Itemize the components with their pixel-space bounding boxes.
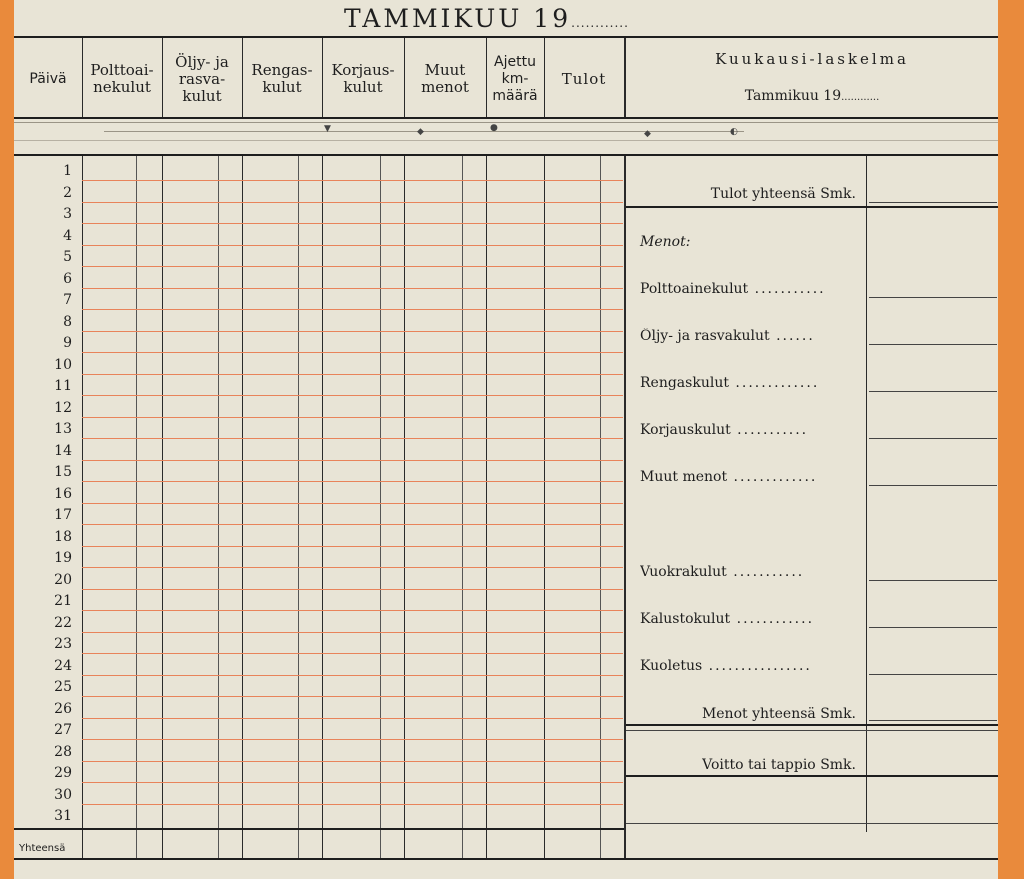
day-number: 25: [54, 679, 72, 695]
column-subdivider: [298, 156, 299, 858]
day-ruling: [82, 352, 623, 353]
day-number: 11: [54, 378, 72, 394]
day-number: 17: [54, 507, 72, 523]
expense-amount-line: [869, 438, 997, 439]
staple-hole-icon: ●: [490, 123, 498, 133]
day-ruling: [82, 782, 623, 783]
column-divider: [82, 156, 83, 858]
column-header-tyre: Rengas- kulut: [251, 61, 313, 96]
day-number: 15: [54, 464, 72, 480]
day-ruling: [82, 567, 623, 568]
income-total-rule: [626, 206, 998, 208]
income-total-label: Tulot yhteensä Smk.: [710, 186, 856, 202]
day-ruling: [82, 245, 623, 246]
income-amount-line: [869, 202, 997, 203]
day-ruling: [82, 202, 623, 203]
expenses-amount-line: [869, 720, 997, 721]
day-number: 20: [54, 571, 72, 588]
header-divider: [486, 38, 487, 117]
day-number: 31: [54, 808, 72, 824]
day-ruling: [82, 524, 623, 525]
column-divider: [404, 156, 405, 858]
expense-amount-line: [869, 627, 997, 628]
profit-loss-rule: [626, 775, 998, 777]
day-ruling: [82, 761, 623, 762]
summary-title: Kuukausi-laskelma: [715, 50, 909, 68]
day-ruling: [82, 546, 623, 547]
day-ruling: [82, 331, 623, 332]
day-number: 4: [63, 227, 72, 244]
column-subdivider: [462, 156, 463, 858]
totals-top-rule: [14, 828, 624, 830]
day-ruling: [82, 632, 623, 633]
expense-item-label: Öljy- ja rasvakulut ......: [640, 328, 815, 344]
day-number: 28: [54, 743, 72, 760]
day-ruling: [82, 288, 623, 289]
day-ruling: [82, 718, 623, 719]
staple-hole-icon: ◆: [644, 129, 651, 139]
day-ruling: [82, 503, 623, 504]
day-ruling: [82, 309, 623, 310]
day-number: 13: [54, 421, 72, 437]
column-header-km: Ajettu km- määrä: [492, 53, 538, 104]
day-ruling: [82, 180, 623, 181]
expenses-total-label: Menot yhteensä Smk.: [701, 706, 856, 722]
day-number: 1: [63, 163, 72, 179]
day-number: 6: [63, 270, 72, 287]
expense-item-label: Muut menot .............: [640, 469, 818, 485]
day-ruling: [82, 417, 623, 418]
day-number: 22: [54, 614, 72, 631]
column-subdivider: [380, 156, 381, 858]
day-number: 8: [63, 313, 72, 330]
total-row-label: Yhteensä: [19, 843, 66, 854]
expense-amount-line: [869, 485, 997, 486]
expenses-heading: Menot:: [640, 234, 691, 250]
column-header-other: Muut menot: [421, 61, 469, 96]
header-divider: [404, 38, 405, 117]
expense-item-label: Polttoainekulut ...........: [640, 281, 826, 297]
column-header-day: Päivä: [29, 70, 67, 87]
day-number: 23: [54, 636, 72, 652]
day-ruling: [82, 675, 623, 676]
header-divider: [322, 38, 323, 117]
day-number: 30: [54, 786, 72, 803]
day-ruling: [82, 395, 623, 396]
tear-line: [14, 122, 998, 123]
day-number: 27: [54, 722, 72, 738]
column-divider: [486, 156, 487, 858]
column-header-fuel: Polttoai- nekulut: [90, 61, 154, 96]
day-number: 2: [63, 184, 72, 201]
column-divider: [242, 156, 243, 858]
totals-bottom-rule: [14, 858, 998, 860]
day-number: 9: [63, 335, 72, 351]
day-ruling: [82, 481, 623, 482]
day-ruling: [82, 589, 623, 590]
day-ruling: [82, 804, 623, 805]
day-number: 18: [54, 528, 72, 545]
title-dots: ............: [571, 16, 629, 30]
expense-item-label: Vuokrakulut ...........: [640, 564, 805, 580]
day-ruling: [82, 460, 623, 461]
day-ruling: [82, 223, 623, 224]
title-text: TAMMIKUU 19: [344, 4, 572, 33]
header-divider: [162, 38, 163, 117]
page-title: [344, 4, 704, 33]
column-divider: [544, 156, 545, 858]
expense-item-label: Kuoletus ................: [640, 658, 812, 674]
header-divider: [82, 38, 83, 117]
day-number: 3: [63, 206, 72, 222]
day-number: 24: [54, 657, 72, 674]
expenses-total-rule: [626, 724, 998, 726]
column-header-repair: Korjaus- kulut: [331, 61, 395, 96]
day-number: 12: [54, 399, 72, 416]
column-subdivider: [600, 156, 601, 858]
day-number: 5: [63, 249, 72, 265]
day-ruling: [82, 374, 623, 375]
column-subdivider: [136, 156, 137, 858]
header-divider: [544, 38, 545, 117]
day-number: 29: [54, 765, 72, 781]
day-ruling: [82, 266, 623, 267]
staple-hole-icon: ◆: [417, 127, 424, 137]
day-number: 7: [63, 292, 72, 308]
expense-item-label: Kalustokulut ............: [640, 611, 815, 627]
header-divider: [242, 38, 243, 117]
day-number: 16: [54, 485, 72, 502]
expense-item-label: Korjauskulut ...........: [640, 422, 809, 438]
column-header-income: Tulot: [561, 69, 607, 88]
column-subdivider: [218, 156, 219, 858]
tear-line: [14, 140, 998, 141]
summary-subtitle: Tammikuu 19............: [744, 88, 880, 104]
day-number: 21: [54, 593, 72, 609]
profit-loss-label: Voitto tai tappio Smk.: [702, 757, 856, 773]
day-ruling: [82, 739, 623, 740]
summary-bottom-rule: [626, 823, 998, 824]
expense-item-label: Rengaskulut .............: [640, 375, 820, 391]
staple-hole-icon: ◐: [730, 127, 738, 137]
day-number: 10: [54, 356, 72, 373]
day-ruling: [82, 696, 623, 697]
day-number: 14: [54, 442, 72, 459]
staple-hole-icon: ▼: [324, 124, 331, 134]
column-divider: [322, 156, 323, 858]
column-divider: [162, 156, 163, 858]
ledger-page: [14, 0, 998, 879]
day-ruling: [82, 653, 623, 654]
day-number: 19: [54, 550, 72, 566]
expense-amount-line: [869, 297, 997, 298]
header-divider: [624, 38, 626, 117]
expense-amount-line: [869, 674, 997, 675]
expense-amount-line: [869, 580, 997, 581]
summary-divider: [624, 156, 626, 858]
day-ruling: [82, 610, 623, 611]
day-ruling: [82, 438, 623, 439]
expenses-total-rule-thin: [626, 730, 998, 731]
expense-amount-line: [869, 391, 997, 392]
day-number: 26: [54, 700, 72, 717]
column-header-oil: Öljy- ja rasva- kulut: [175, 52, 229, 105]
expense-amount-line: [869, 344, 997, 345]
